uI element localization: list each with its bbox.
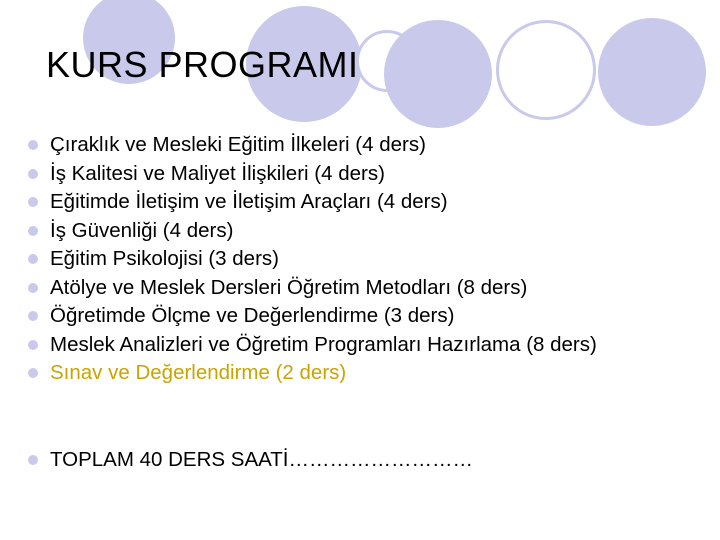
course-item-label: İş Güvenliği (4 ders)	[50, 218, 234, 242]
course-item	[28, 359, 597, 388]
bullet-icon	[28, 140, 38, 150]
course-item	[28, 274, 597, 303]
course-item	[28, 131, 597, 160]
decorative-circle-4	[598, 18, 706, 126]
bullet-icon	[28, 311, 38, 321]
bullet-icon	[28, 283, 38, 293]
course-item	[28, 160, 597, 189]
bullet-icon	[28, 455, 38, 465]
bullet-icon	[28, 368, 38, 378]
course-item	[28, 188, 597, 217]
course-item-label: Çıraklık ve Mesleki Eğitim İlkeleri (4 ders)	[50, 133, 426, 156]
bullet-icon	[28, 226, 38, 236]
course-item-label: Öğretimde Ölçme ve Değerlendirme (3 ders)	[50, 304, 455, 327]
course-item	[28, 302, 597, 331]
total-hours	[28, 446, 473, 475]
course-item-label: Sınav ve Değerlendirme (2 ders)	[50, 361, 347, 384]
course-item-label: Eğitimde İletişim ve İletişim Araçları (4 ders)	[50, 190, 448, 213]
total-hours-label: TOPLAM 40 DERS SAATİ………………………	[50, 448, 473, 471]
course-item-label: Atölye ve Meslek Dersleri Öğretim Metodları (8 ders)	[50, 275, 528, 299]
decorative-circle-3	[384, 20, 492, 128]
bullet-icon	[28, 340, 38, 350]
course-item	[28, 245, 597, 274]
bullet-icon	[28, 169, 38, 179]
decorative-ring-2	[496, 20, 596, 120]
course-item	[28, 217, 597, 246]
course-item-label: Meslek Analizleri ve Öğretim Programları Hazırlama (8 ders)	[50, 332, 597, 356]
course-item-label: Eğitim Psikolojisi (3 ders)	[50, 247, 279, 270]
bullet-icon	[28, 197, 38, 207]
bullet-icon	[28, 254, 38, 264]
slide-title: KURS PROGRAMI	[46, 44, 359, 85]
course-item-label: İş Kalitesi ve Maliyet İlişkileri (4 ders)	[50, 161, 385, 185]
course-item	[28, 331, 597, 360]
course-list	[28, 131, 597, 388]
